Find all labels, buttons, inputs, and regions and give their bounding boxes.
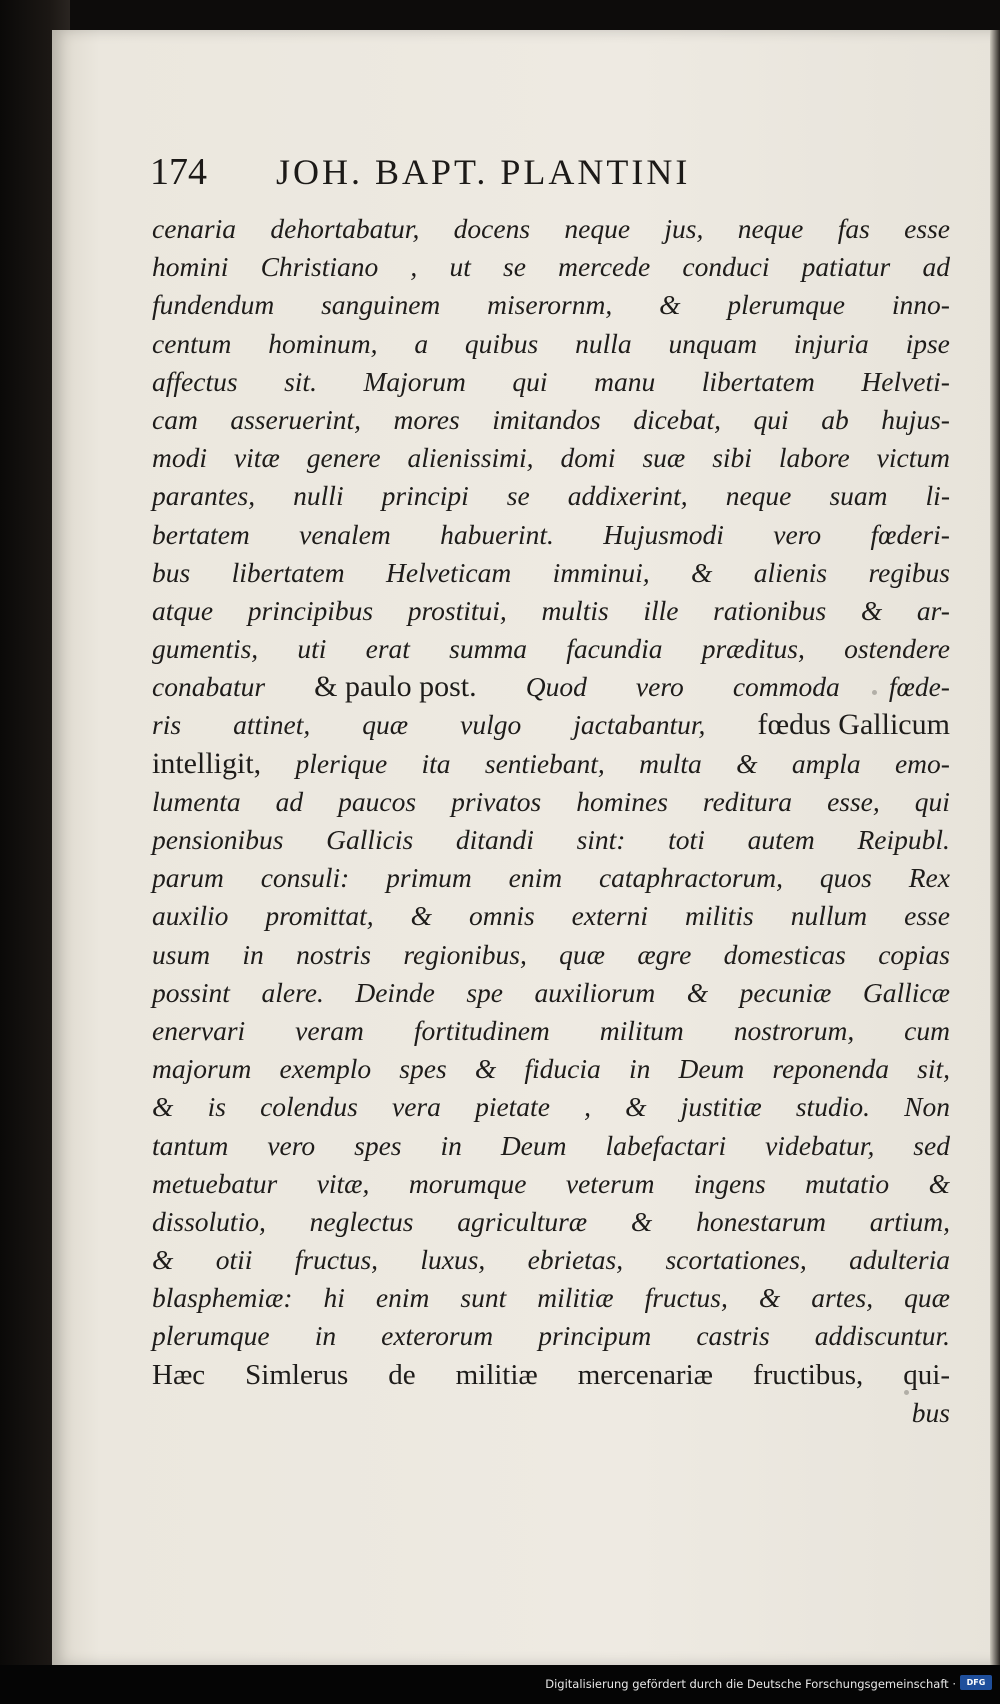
word: esse xyxy=(904,900,950,932)
word: plerumque xyxy=(152,1320,270,1352)
word: habuerint. xyxy=(440,518,554,550)
word: in xyxy=(314,1320,337,1352)
word: Rex xyxy=(908,862,950,894)
word: neque xyxy=(737,213,804,244)
word: li- xyxy=(925,480,950,512)
word: facundia xyxy=(566,633,663,665)
word: paucos xyxy=(338,785,417,817)
text-line xyxy=(152,401,950,439)
word: dissolutio, xyxy=(152,1205,266,1237)
word: rationibus xyxy=(713,594,827,626)
word: honestarum xyxy=(696,1205,826,1237)
word: privatos xyxy=(451,785,542,817)
text-line xyxy=(152,286,950,324)
word: hominum, xyxy=(268,327,378,359)
word: neque xyxy=(725,480,792,512)
word: tantum xyxy=(152,1129,229,1161)
word: majorum xyxy=(152,1053,252,1085)
word: quos xyxy=(819,862,872,894)
text-line xyxy=(152,1241,950,1279)
word: exterorum xyxy=(381,1320,494,1352)
text-line xyxy=(152,630,950,668)
text-line xyxy=(152,363,950,401)
word: Hæc xyxy=(152,1358,206,1391)
word: imitandos xyxy=(492,403,601,435)
word: intelligit, xyxy=(152,746,262,780)
word: fundendum xyxy=(152,289,275,321)
text-line xyxy=(152,706,950,744)
word: vero xyxy=(773,518,822,550)
word: usum xyxy=(152,938,211,970)
word: luxus, xyxy=(420,1244,486,1276)
word: veterum xyxy=(565,1167,655,1199)
word: nulli xyxy=(293,480,344,512)
text-line xyxy=(152,1203,950,1241)
text-line xyxy=(152,783,950,821)
word: copias xyxy=(878,938,950,970)
word: asseruerint, xyxy=(230,403,361,435)
word: veram xyxy=(295,1014,364,1046)
word: colendus xyxy=(260,1091,358,1123)
word: præditus, xyxy=(701,633,805,665)
word: centum xyxy=(152,327,232,359)
word: dehortabatur, xyxy=(270,213,420,244)
word: vitæ, xyxy=(316,1167,370,1199)
word: cum xyxy=(904,1014,950,1046)
word: quibus xyxy=(464,327,539,359)
word: ab xyxy=(821,403,849,435)
funding-credit: Digitalisierung gefördert durch die Deutsche Forschungsgemeinschaft · xyxy=(545,1677,956,1691)
word: principi xyxy=(381,480,469,512)
word: sunt xyxy=(460,1282,507,1314)
word: reponenda xyxy=(772,1053,889,1085)
word: jactabantur, xyxy=(573,709,706,741)
page-number: 174 xyxy=(150,151,207,193)
text-line xyxy=(152,516,950,554)
word: & xyxy=(630,1205,653,1237)
word: mutatio xyxy=(805,1167,890,1199)
word: multis xyxy=(541,594,609,626)
word: manu xyxy=(594,365,656,397)
word: labore xyxy=(778,442,850,474)
word: fas xyxy=(837,213,870,244)
word: fortitudinem xyxy=(413,1014,550,1046)
word: & xyxy=(659,289,681,321)
word: ad xyxy=(922,251,950,283)
text-line xyxy=(152,1088,950,1126)
word: ægre xyxy=(637,938,692,970)
word: & xyxy=(410,900,432,932)
word: mercenariæ xyxy=(577,1358,713,1391)
word: vitæ xyxy=(233,442,280,474)
word: uti xyxy=(297,633,327,665)
word: cenaria xyxy=(152,213,237,244)
word: & xyxy=(625,1091,647,1123)
word: parum xyxy=(152,862,224,894)
word: sed xyxy=(913,1129,950,1161)
text-line xyxy=(152,1394,950,1432)
word: ris xyxy=(152,709,182,741)
word: quæ xyxy=(362,709,409,741)
word: nulla xyxy=(575,327,632,359)
text-line xyxy=(152,1356,950,1394)
word: Helveticam xyxy=(386,556,512,588)
word: militum xyxy=(599,1014,684,1046)
word: neque xyxy=(564,213,631,244)
word: qui xyxy=(512,365,548,397)
word: in xyxy=(628,1053,651,1085)
word: Christiano xyxy=(260,251,379,283)
word: esse, xyxy=(827,785,880,817)
word: , xyxy=(410,251,418,283)
word: patiatur xyxy=(801,251,891,283)
text-line xyxy=(152,1279,950,1317)
word: sibi xyxy=(712,442,752,474)
word: blasphemiæ: xyxy=(152,1282,293,1314)
word: justitiæ xyxy=(680,1091,762,1123)
word: sit, xyxy=(917,1053,950,1085)
word: & xyxy=(690,556,713,588)
word: nullum xyxy=(790,900,868,932)
word: jus, xyxy=(664,213,704,244)
word: unquam xyxy=(668,327,758,359)
word: modi xyxy=(152,442,207,474)
word: venalem xyxy=(299,518,391,550)
word: se xyxy=(506,480,530,512)
word: suæ xyxy=(642,442,686,474)
text-line xyxy=(152,210,950,248)
word: plerique xyxy=(295,747,388,779)
word: enim xyxy=(508,862,563,894)
word: in xyxy=(242,938,264,970)
running-head xyxy=(150,148,810,196)
word: fœde- xyxy=(888,671,950,703)
word: victum xyxy=(876,442,950,474)
text-line xyxy=(152,1050,950,1088)
word: Gallicæ xyxy=(862,976,950,1008)
word: se xyxy=(503,251,526,283)
word: mores xyxy=(393,403,460,435)
word: omnis xyxy=(468,900,535,932)
word: alienissimi, xyxy=(407,442,534,474)
word: regibus xyxy=(868,556,950,588)
word: agriculturæ xyxy=(457,1205,588,1237)
word: addiscuntur. xyxy=(814,1320,950,1352)
word: ipse xyxy=(905,327,950,359)
word: militis xyxy=(685,900,754,932)
word: alienis xyxy=(753,556,828,588)
word: consuli: xyxy=(260,862,350,894)
word: docens xyxy=(453,213,531,244)
text-line xyxy=(152,248,950,286)
word: spes xyxy=(354,1129,402,1161)
word: esse xyxy=(904,213,950,244)
word: & xyxy=(474,1053,497,1085)
text-line xyxy=(152,325,950,363)
word: ad xyxy=(275,785,304,817)
word: & xyxy=(152,1091,174,1123)
word: vero xyxy=(267,1129,316,1161)
word: lumenta xyxy=(152,785,241,817)
text-line xyxy=(152,897,950,935)
word: mercede xyxy=(558,251,651,283)
word: domi xyxy=(560,442,616,474)
word: exemplo xyxy=(279,1053,372,1085)
word: Helveti- xyxy=(861,365,950,397)
word: autem xyxy=(747,824,815,855)
word: ampla xyxy=(791,747,861,779)
word: Gallicis xyxy=(326,824,414,855)
word: vera xyxy=(392,1091,441,1123)
word: erat xyxy=(365,633,410,665)
word: libertatem xyxy=(701,365,815,397)
word: ar- xyxy=(916,594,950,626)
word: commoda xyxy=(732,671,840,703)
word: homini xyxy=(152,251,229,283)
word: spes xyxy=(399,1053,447,1085)
word: hi xyxy=(323,1282,345,1314)
word: & xyxy=(860,594,883,626)
word: conduci xyxy=(682,251,770,283)
text-line xyxy=(152,936,950,974)
word: auxiliorum xyxy=(534,976,656,1008)
word: & xyxy=(152,1244,174,1276)
text-line xyxy=(152,745,950,783)
word: ostendere xyxy=(844,633,950,665)
running-title: JOH. BAPT. PLANTINI xyxy=(276,152,691,192)
word: bertatem xyxy=(152,518,250,550)
word: & paulo post. xyxy=(314,670,477,704)
word: hujus- xyxy=(881,403,950,435)
word: fœderi- xyxy=(870,518,950,550)
word: Deum xyxy=(678,1053,745,1085)
word: possint xyxy=(152,976,230,1008)
text-line xyxy=(152,592,950,630)
word: regionibus, xyxy=(403,938,527,970)
word: pietate xyxy=(475,1091,550,1123)
word: plerumque xyxy=(727,289,845,321)
word: a xyxy=(414,327,429,359)
word: sentiebant, xyxy=(484,747,605,779)
word: multa xyxy=(639,747,702,779)
word: & xyxy=(686,976,709,1008)
word: Majorum xyxy=(363,365,466,397)
word: miserornm, xyxy=(487,289,613,321)
word: vulgo xyxy=(460,709,522,741)
word: studio. xyxy=(795,1091,870,1123)
word: cataphractorum, xyxy=(598,862,784,894)
word: gumentis, xyxy=(152,633,259,665)
word: otii xyxy=(215,1244,253,1276)
word: nostrorum, xyxy=(733,1014,855,1046)
word: qui xyxy=(914,785,950,817)
word: principum xyxy=(538,1320,652,1352)
word: parantes, xyxy=(152,480,256,512)
word: emo- xyxy=(894,747,950,779)
text-line xyxy=(152,1317,950,1355)
word: neglectus xyxy=(309,1205,414,1237)
word: de xyxy=(388,1358,416,1391)
word: Hujusmodi xyxy=(603,518,724,550)
word: alere. xyxy=(261,976,324,1008)
word: nostris xyxy=(296,938,371,970)
word: promittat, xyxy=(265,900,374,932)
word: qui xyxy=(753,403,789,435)
text-line xyxy=(152,668,950,706)
text-line xyxy=(152,1165,950,1203)
word: suam xyxy=(829,480,888,512)
word: Deum xyxy=(500,1129,567,1161)
text-line xyxy=(152,477,950,515)
word: ille xyxy=(643,594,679,626)
word: ditandi xyxy=(455,824,534,855)
word: toti xyxy=(668,824,705,855)
word: is xyxy=(207,1091,226,1123)
word: fructus, xyxy=(644,1282,728,1314)
word: militiæ xyxy=(537,1282,614,1314)
word: quæ xyxy=(559,938,605,970)
word: ut xyxy=(449,251,471,283)
word: militiæ xyxy=(455,1358,538,1391)
word: & xyxy=(758,1282,781,1314)
word: sanguinem xyxy=(321,289,441,321)
word: addixerint, xyxy=(567,480,688,512)
word: externi xyxy=(571,900,649,932)
word: pecuniæ xyxy=(739,976,832,1008)
word: attinet, xyxy=(233,709,311,741)
word: fœdus Gallicum xyxy=(757,708,950,742)
word: domesticas xyxy=(723,938,846,970)
word: enervari xyxy=(152,1014,246,1046)
text-line xyxy=(152,821,950,859)
word: auxilio xyxy=(152,900,229,932)
word: homines xyxy=(576,785,668,817)
word: summa xyxy=(449,633,528,665)
word: fructus, xyxy=(294,1244,379,1276)
word: principibus xyxy=(247,594,374,626)
word: Simlerus xyxy=(245,1358,349,1391)
word: imminui, xyxy=(552,556,650,588)
word: dicebat, xyxy=(633,403,722,435)
word: ebrietas, xyxy=(527,1244,624,1276)
word: ingens xyxy=(693,1167,766,1199)
word: labefactari xyxy=(605,1129,727,1161)
word: & xyxy=(928,1167,950,1199)
word: Deinde xyxy=(355,976,435,1008)
word: fiducia xyxy=(524,1053,601,1085)
word: Quod xyxy=(525,671,587,703)
word: prostitui, xyxy=(407,594,507,626)
word: affectus xyxy=(152,365,238,397)
word: ita xyxy=(421,747,451,779)
word: sint: xyxy=(576,824,626,855)
dfg-logo: DFG xyxy=(960,1675,992,1690)
word: fructibus, xyxy=(752,1358,864,1391)
word: & xyxy=(736,747,758,779)
word: bus xyxy=(911,1396,950,1428)
text-line xyxy=(152,859,950,897)
word: Reipubl. xyxy=(857,824,950,855)
word: adulteria xyxy=(849,1244,950,1276)
word: primum xyxy=(386,862,472,894)
word: sit. xyxy=(284,365,317,397)
word: injuria xyxy=(793,327,869,359)
word: genere xyxy=(306,442,381,474)
text-line xyxy=(152,974,950,1012)
word: vero xyxy=(635,671,684,703)
text-line xyxy=(152,439,950,477)
word: in xyxy=(440,1129,462,1161)
word: conabatur xyxy=(152,671,266,703)
word: spe xyxy=(466,976,503,1008)
word: atque xyxy=(152,594,214,626)
word: reditura xyxy=(702,785,793,817)
digitization-footer xyxy=(0,1665,1000,1704)
word: Non xyxy=(904,1091,950,1123)
word: castris xyxy=(696,1320,770,1352)
word: scortationes, xyxy=(665,1244,807,1276)
word: libertatem xyxy=(231,556,345,588)
word: , xyxy=(584,1091,591,1123)
word: artium, xyxy=(869,1205,950,1237)
word: videbatur, xyxy=(765,1129,875,1161)
word: artes, xyxy=(811,1282,874,1314)
word: qui- xyxy=(903,1358,950,1391)
word: quæ xyxy=(904,1282,950,1314)
text-line xyxy=(152,1012,950,1050)
word: bus xyxy=(152,556,191,588)
body-text xyxy=(152,210,950,1432)
word: cam xyxy=(152,403,198,435)
word: pensionibus xyxy=(152,824,284,855)
word: enim xyxy=(375,1282,430,1314)
word: metuebatur xyxy=(152,1167,278,1199)
text-line xyxy=(152,1127,950,1165)
text-line xyxy=(152,554,950,592)
word: inno- xyxy=(891,289,950,321)
word: morumque xyxy=(408,1167,527,1199)
